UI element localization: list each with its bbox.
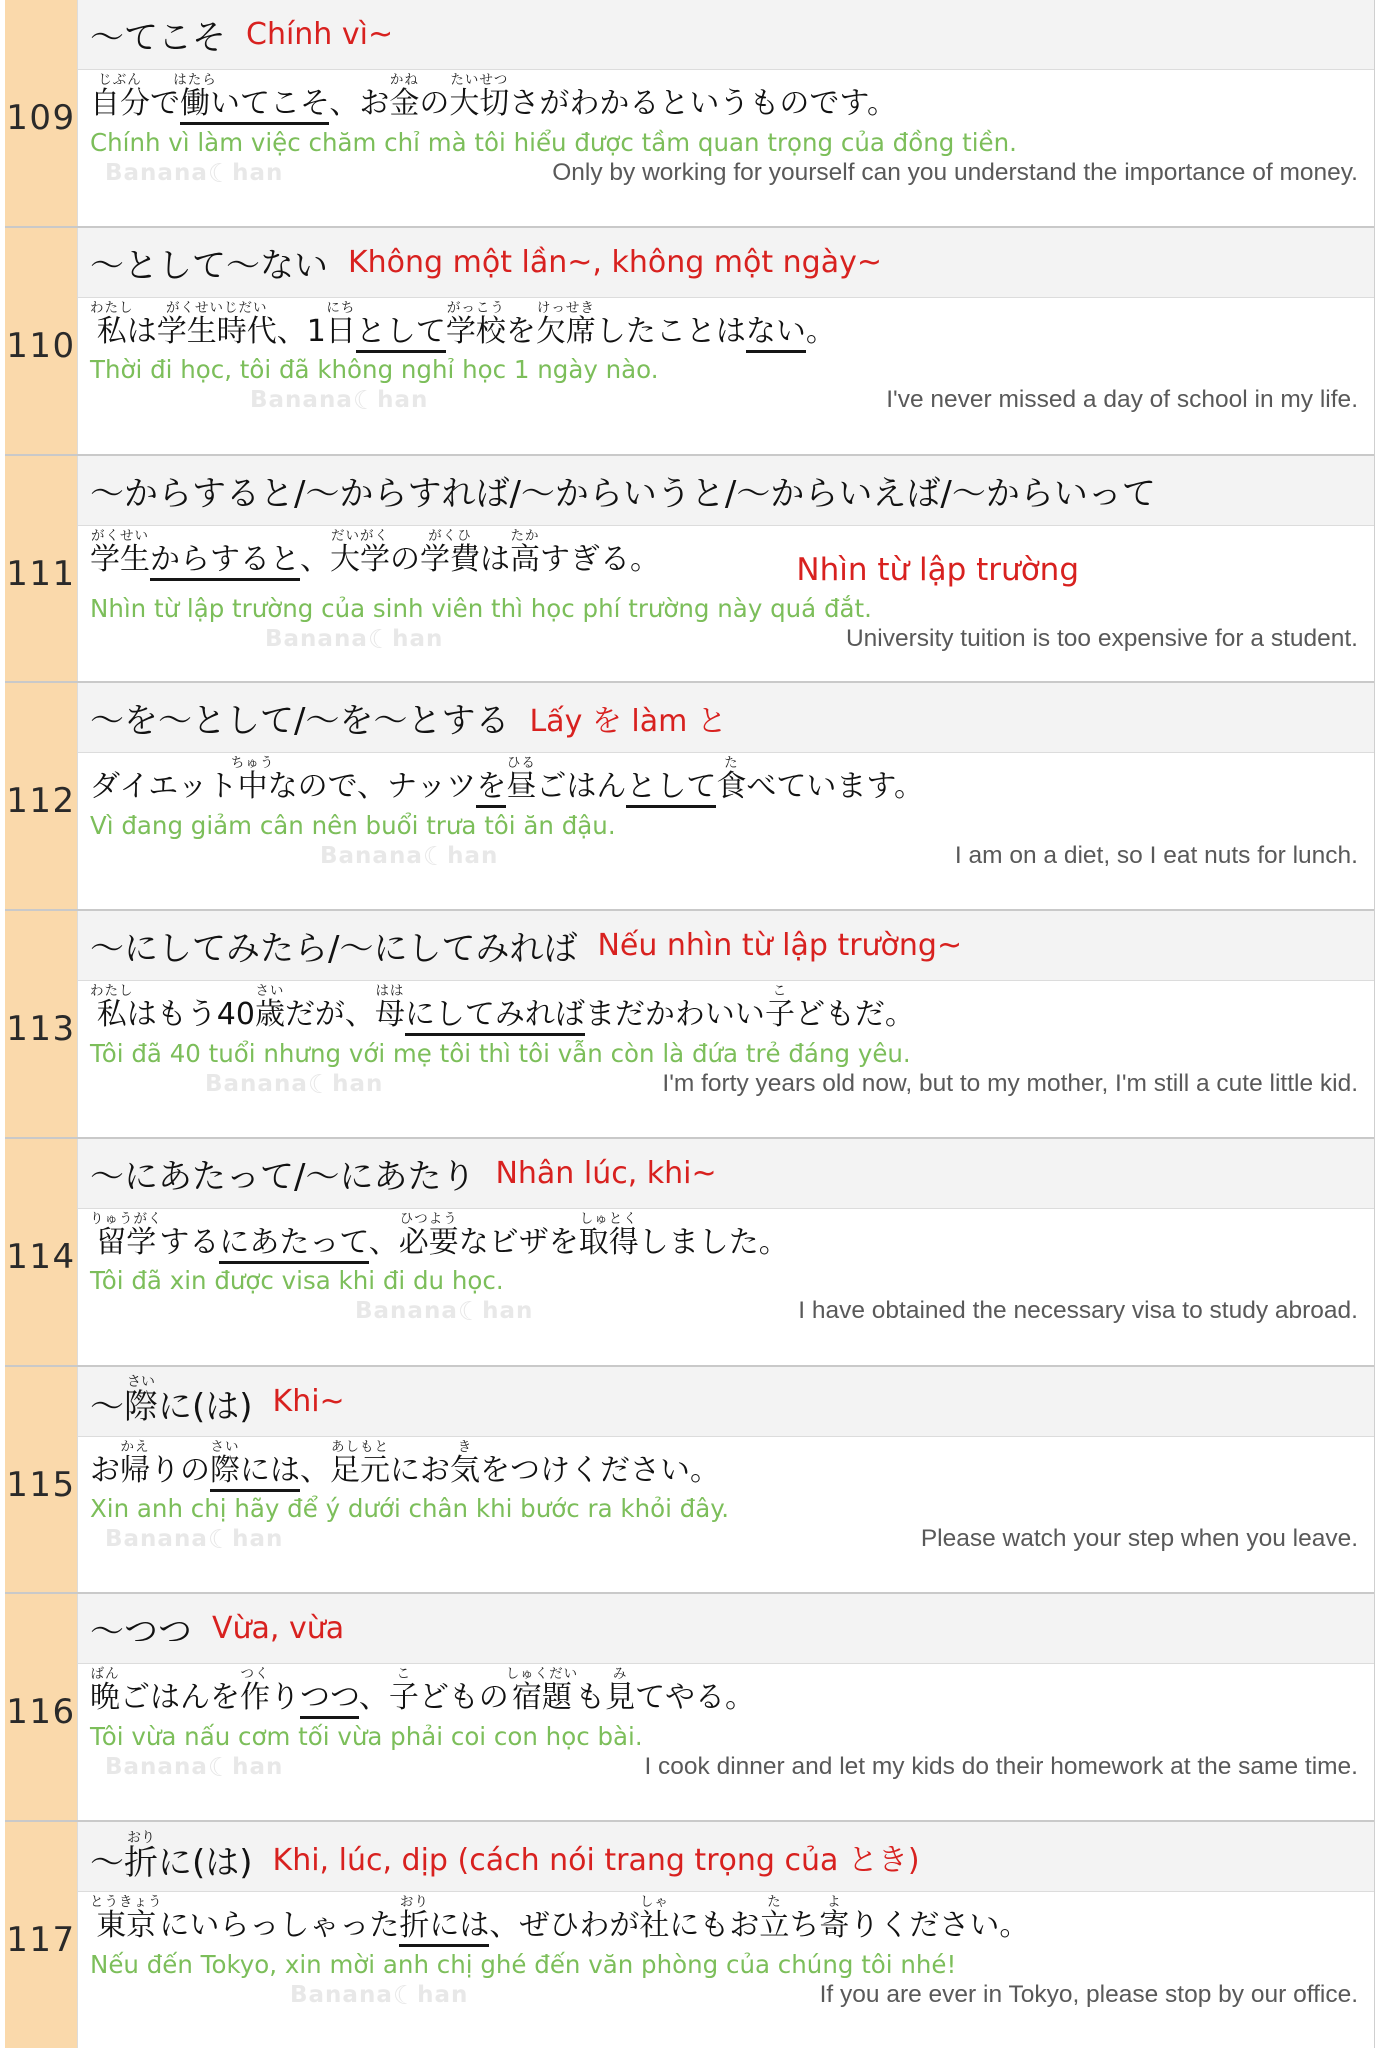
text-segment: つつ: [300, 1680, 359, 1716]
text-segment: は: [126, 313, 157, 349]
text-segment: の: [419, 86, 450, 121]
watermark-text: Banana: [290, 1981, 393, 2008]
ruby-segment: 際さい: [124, 1374, 158, 1428]
underlined-grammar-point: [626, 769, 716, 808]
translation-vietnamese: Vì đang giảm cân nên buổi trưa tôi ăn đậu.: [90, 810, 616, 840]
ruby-segment: 寄よ: [819, 1894, 850, 1944]
crescent-moon-icon: ☾: [457, 1297, 483, 1328]
entry-number-cell: [5, 456, 78, 682]
text-segment: 、: [489, 1908, 520, 1944]
text-segment: ち: [789, 1908, 820, 1944]
watermark-logo: [355, 1297, 533, 1327]
grammar-entry: [5, 1139, 1374, 1367]
underlined-grammar-point: [356, 314, 446, 353]
underlined-grammar-point: [300, 1680, 359, 1719]
entry-body-row: [78, 70, 1374, 226]
text-segment: ～: [90, 1387, 124, 1428]
text-segment: ～を～として/～を～とする: [90, 701, 510, 742]
text-segment: の: [390, 541, 420, 577]
grammar-entry: [5, 911, 1374, 1139]
ruby-segment: 大学だいがく: [330, 527, 390, 577]
entry-header-row: [78, 1139, 1374, 1209]
text-segment: りください。: [849, 1908, 1030, 1944]
ruby-segment: 作つく: [240, 1666, 270, 1716]
grammar-entry: [5, 1822, 1374, 2048]
watermark-text: han: [232, 159, 284, 186]
underlined-grammar-point: [219, 1225, 368, 1264]
ruby-segment: 学生がくせい: [90, 527, 150, 577]
crescent-moon-icon: ☾: [207, 1525, 233, 1556]
text-segment: いてこそ: [210, 86, 330, 121]
crescent-moon-icon: ☾: [367, 624, 393, 655]
text-segment: さがわかるというものです。: [509, 86, 898, 121]
entry-body-row: [78, 1892, 1374, 2048]
text-segment: ダイエット: [90, 769, 238, 805]
text-segment: 、お: [329, 86, 390, 121]
watermark-logo: [290, 1981, 468, 2011]
entry-number: 116: [6, 1692, 76, 1733]
ruby-segment: 大切たいせつ: [449, 72, 510, 121]
crescent-moon-icon: ☾: [392, 1980, 418, 2011]
text-segment: 、: [300, 1452, 330, 1488]
text-segment: で: [150, 86, 180, 121]
sentence-row: [90, 528, 1374, 588]
ruby-segment: 社しゃ: [639, 1894, 670, 1944]
entry-body-row: [78, 1437, 1374, 1593]
watermark-logo: [105, 159, 283, 189]
text-segment: りの: [150, 1452, 210, 1488]
translation-vietnamese: Tôi đã xin được visa khi đi du học.: [90, 1266, 504, 1296]
english-row: [90, 625, 1374, 655]
text-segment: として: [626, 769, 717, 805]
text-segment: お: [90, 1452, 120, 1488]
meaning-vietnamese: Vừa, vừa: [212, 1611, 345, 1647]
entry-header-row: [78, 0, 1374, 70]
text-segment: どもだ。: [794, 997, 915, 1033]
meaning-vietnamese: Không một lần~, không một ngày~: [348, 244, 882, 280]
text-segment: には: [429, 1908, 490, 1944]
translation-english: Only by working for yourself can you understand the importance of money.: [552, 158, 1358, 186]
watermark-text: han: [232, 1753, 284, 1780]
entry-header-row: [78, 1822, 1374, 1892]
sentence-row: [90, 300, 1374, 350]
text-segment: にいらっしゃった: [159, 1908, 400, 1944]
crescent-moon-icon: ☾: [207, 158, 233, 189]
watermark-text: Banana: [320, 842, 423, 869]
underlined-grammar-point: [746, 314, 806, 353]
underlined-grammar-point: [210, 86, 329, 125]
text-segment: ～にあたって/～にあたり: [90, 1156, 476, 1197]
ruby-segment: 母はは: [374, 983, 405, 1033]
watermark-logo: [320, 842, 498, 872]
watermark-text: han: [392, 625, 444, 652]
text-segment: すぎる。: [540, 541, 660, 577]
translation-english: I'm forty years old now, but to my mother, I'm still a cute little kid.: [662, 1069, 1358, 1097]
translation-english: I cook dinner and let my kids do their homework at the same time.: [644, 1752, 1358, 1780]
text-segment: からすると: [150, 541, 300, 577]
watermark-text: Banana: [355, 1298, 458, 1325]
meaning-vietnamese: Khi, lúc, dịp (cách nói trang trọng của とき): [272, 1842, 920, 1878]
ruby-segment: 高たか: [510, 527, 540, 577]
ruby-segment: 自分じぶん: [90, 72, 150, 121]
grammar-entry: [5, 456, 1374, 684]
text-segment: に(は): [158, 1387, 253, 1428]
watermark-text: Banana: [105, 1753, 208, 1780]
example-sentence-japanese: [90, 528, 660, 578]
grammar-pattern: [90, 693, 509, 742]
text-segment: どもの: [418, 1680, 509, 1716]
ruby-segment: 子こ: [388, 1666, 419, 1716]
translation-english: I am on a diet, so I eat nuts for lunch.: [954, 841, 1358, 869]
entry-body-row: [78, 298, 1374, 454]
entry-number: 115: [6, 1464, 76, 1505]
text-segment: を: [476, 769, 507, 805]
grammar-pattern: [90, 921, 577, 970]
entry-number: 111: [6, 553, 76, 594]
ruby-segment: 東京とうきょう: [90, 1894, 163, 1944]
example-sentence-japanese: [90, 1211, 789, 1261]
text-segment: ～: [90, 1842, 124, 1883]
underlined-grammar-point: [476, 769, 506, 808]
text-segment: にしてみれば: [404, 997, 585, 1033]
grammar-entry: [5, 1367, 1374, 1595]
text-segment: ごはんを: [120, 1680, 240, 1716]
grammar-pattern: [90, 238, 328, 287]
ruby-segment: 働はたら: [173, 72, 217, 121]
translation-english: I've never missed a day of school in my life.: [886, 386, 1358, 414]
example-sentence-japanese: [90, 72, 897, 122]
text-segment: にもお: [669, 1908, 760, 1944]
entry-header-row: [78, 228, 1374, 298]
crescent-moon-icon: ☾: [422, 841, 448, 872]
text-segment: には: [240, 1452, 300, 1488]
ruby-segment: 宿題しゅくだい: [505, 1666, 579, 1716]
english-row: [90, 1753, 1374, 1783]
entry-number-cell: [5, 683, 78, 909]
example-sentence-japanese: [90, 983, 915, 1033]
entry-content: [78, 228, 1374, 454]
underlined-grammar-point: [173, 72, 217, 125]
crescent-moon-icon: ☾: [352, 386, 378, 417]
text-segment: にあたって: [219, 1224, 369, 1260]
ruby-segment: 気き: [450, 1438, 480, 1488]
sentence-row: [90, 72, 1374, 122]
english-row: [90, 1297, 1374, 1327]
underlined-grammar-point: [210, 1438, 240, 1492]
entry-content: [78, 456, 1374, 682]
english-row: [90, 386, 1374, 416]
grammar-pattern: [90, 1830, 253, 1884]
watermark-text: han: [482, 1298, 534, 1325]
entry-body-row: [78, 1209, 1374, 1365]
entry-content: [78, 1367, 1374, 1593]
entry-content: [78, 1822, 1374, 2048]
entry-content: [78, 1139, 1374, 1365]
underlined-grammar-point: [399, 1894, 430, 1947]
ruby-segment: 立た: [759, 1894, 790, 1944]
translation-vietnamese: Nếu đến Tokyo, xin mời anh chị ghé đến văn phòng của chúng tôi nhé!: [90, 1949, 957, 1979]
grammar-pattern: [90, 466, 1156, 515]
translation-english: Please watch your step when you leave.: [920, 1525, 1358, 1553]
meaning-vietnamese: Lấy を làm と: [529, 703, 727, 739]
entry-number: 112: [6, 781, 76, 822]
meaning-vietnamese: Nếu nhìn từ lập trường~: [597, 928, 963, 964]
ruby-segment: 食た: [716, 755, 747, 805]
text-segment: ～として～ない: [90, 245, 328, 286]
sentence-row: [90, 1894, 1374, 1944]
ruby-segment: 折おり: [124, 1829, 158, 1883]
text-segment: はもう40: [126, 997, 255, 1033]
text-segment: だが、: [284, 997, 375, 1033]
translation-english: If you are ever in Tokyo, please stop by our office.: [819, 1980, 1358, 2008]
english-row: [90, 159, 1374, 189]
translation-vietnamese: Chính vì làm việc chăm chỉ mà tôi hiểu được tầm quan trọng của đồng tiền.: [90, 127, 1017, 157]
entry-header-row: [78, 1594, 1374, 1664]
ruby-segment: 学生時代がくせいじだい: [156, 299, 277, 349]
entry-number-cell: [5, 911, 78, 1137]
ruby-segment: 足元あしもと: [330, 1438, 390, 1488]
translation-english: University tuition is too expensive for a student.: [845, 624, 1358, 652]
text-segment: は: [480, 541, 510, 577]
sentence-row: [90, 1439, 1374, 1489]
translation-vietnamese: Tôi đã 40 tuổi nhưng với mẹ tôi thì tôi vẫn còn là đứa trẻ đáng yêu.: [90, 1038, 911, 1068]
text-segment: り: [270, 1680, 300, 1716]
ruby-segment: 学校がっこう: [445, 299, 506, 349]
meaning-vietnamese: Khi~: [272, 1383, 345, 1419]
text-segment: する: [159, 1224, 220, 1260]
crescent-moon-icon: ☾: [307, 1069, 333, 1100]
example-sentence-japanese: [90, 1439, 720, 1489]
ruby-segment: 留学りゅうがく: [90, 1210, 163, 1260]
grammar-entry: [5, 683, 1374, 911]
text-segment: 。: [805, 313, 836, 349]
text-segment: したことは: [595, 313, 746, 349]
entry-content: [78, 911, 1374, 1137]
translation-vietnamese: Thời đi học, tôi đã không nghỉ học 1 ngày nào.: [90, 355, 659, 385]
watermark-text: Banana: [205, 1070, 308, 1097]
underlined-grammar-point: [240, 1453, 300, 1492]
entry-number: 109: [6, 98, 76, 138]
ruby-segment: 取得しゅとく: [578, 1210, 639, 1260]
ruby-segment: 中ちゅう: [230, 755, 275, 805]
example-sentence-japanese: [90, 1894, 1029, 1944]
ruby-segment: 私わたし: [90, 299, 134, 349]
sentence-row: [90, 983, 1374, 1033]
grammar-table: [5, 0, 1375, 2048]
text-segment: 、: [358, 1680, 389, 1716]
text-segment: にお: [390, 1452, 450, 1488]
entry-content: [78, 683, 1374, 909]
entry-number: 110: [6, 325, 76, 366]
ruby-segment: 必要ひつよう: [398, 1210, 459, 1260]
sentence-row: [90, 1211, 1374, 1261]
example-sentence-japanese: [90, 755, 924, 805]
text-segment: ～からすると/～からすれば/～からいうと/～からいえば/～からいって: [90, 473, 1156, 514]
watermark-text: han: [417, 1981, 469, 2008]
entry-number-cell: [5, 1594, 78, 1820]
watermark-text: han: [377, 387, 429, 414]
entry-number-cell: [5, 1367, 78, 1593]
ruby-segment: 子こ: [764, 983, 795, 1033]
text-segment: ～てこそ: [90, 18, 226, 58]
entry-content: [78, 1594, 1374, 1820]
text-segment: として: [355, 313, 446, 349]
ruby-segment: 日にち: [325, 299, 356, 349]
ruby-segment: 昼ひる: [506, 755, 537, 805]
entry-body-row: [78, 981, 1374, 1137]
entry-header-row: [78, 1367, 1374, 1437]
meaning-vietnamese: Nhân lúc, khi~: [495, 1155, 717, 1191]
watermark-text: han: [232, 1526, 284, 1553]
translation-english: I have obtained the necessary visa to study abroad.: [798, 1297, 1358, 1325]
entry-number-cell: [5, 1139, 78, 1365]
text-segment: 、: [368, 1224, 399, 1260]
watermark-text: han: [332, 1070, 384, 1097]
underlined-grammar-point: [405, 997, 585, 1036]
grammar-pattern: [90, 1149, 475, 1198]
text-segment: ごはん: [536, 769, 627, 805]
sentence-row: [90, 755, 1374, 805]
meaning-vietnamese: Nhìn từ lập trường: [796, 551, 1079, 588]
text-segment: を: [505, 313, 536, 349]
example-sentence-japanese: [90, 1666, 755, 1716]
grammar-pattern: [90, 1604, 192, 1653]
entry-number-cell: [5, 0, 78, 226]
watermark-text: Banana: [105, 1526, 208, 1553]
entry-header-row: [78, 456, 1374, 526]
translation-vietnamese: Nhìn từ lập trường của sinh viên thì học phí trường này quá đắt.: [90, 593, 872, 623]
text-segment: べています。: [746, 769, 925, 805]
ruby-segment: 際さい: [210, 1438, 240, 1488]
text-segment: てやる。: [635, 1680, 756, 1716]
translation-vietnamese: Tôi vừa nấu cơm tối vừa phải coi con học bài.: [90, 1721, 643, 1751]
entry-header-row: [78, 911, 1374, 981]
ruby-segment: 私わたし: [90, 983, 134, 1033]
text-segment: なビザを: [458, 1224, 579, 1260]
entry-number-cell: [5, 1822, 78, 2048]
translation-vietnamese: Xin anh chị hãy để ý dưới chân khi bước ra khỏi đây.: [90, 1494, 730, 1524]
underlined-grammar-point: [429, 1908, 489, 1947]
entry-number: 117: [6, 1920, 76, 1961]
text-segment: ～つつ: [90, 1612, 192, 1653]
grammar-entry: [5, 0, 1374, 228]
text-segment: まだかわいい: [584, 997, 765, 1033]
text-segment: ぜひわが: [519, 1908, 640, 1944]
entry-body-row: [78, 753, 1374, 909]
entry-number: 114: [6, 1236, 76, 1277]
ruby-segment: 歳さい: [254, 983, 285, 1033]
watermark-logo: [205, 1070, 383, 1100]
text-segment: に(は): [158, 1842, 253, 1883]
text-segment: ない: [745, 313, 806, 349]
text-segment: ～にしてみたら/～にしてみれば: [90, 929, 578, 970]
grammar-entry: [5, 228, 1374, 456]
entry-content: [78, 0, 1374, 226]
example-sentence-japanese: [90, 300, 836, 350]
grammar-pattern: [90, 1374, 253, 1428]
entry-number-cell: [5, 228, 78, 454]
underlined-grammar-point: [150, 542, 300, 581]
ruby-segment: 金かね: [389, 72, 420, 121]
text-segment: も: [575, 1680, 606, 1716]
entry-header-row: [78, 683, 1374, 753]
ruby-segment: 欠席けっせき: [535, 299, 596, 349]
sentence-row: [90, 1666, 1374, 1716]
text-segment: なので、ナッツ: [267, 769, 477, 805]
grammar-pattern: [90, 10, 226, 59]
watermark-logo: [105, 1753, 283, 1783]
text-segment: をつけください。: [480, 1452, 720, 1488]
entry-body-row: [78, 526, 1374, 682]
ruby-segment: 折おり: [399, 1894, 430, 1944]
ruby-segment: 見み: [605, 1666, 636, 1716]
watermark-logo: [105, 1525, 283, 1555]
entry-number: 113: [6, 1009, 76, 1050]
ruby-segment: 学費がくひ: [420, 527, 480, 577]
ruby-segment: 帰かえ: [120, 1438, 150, 1488]
crescent-moon-icon: ☾: [207, 1752, 233, 1783]
watermark-text: Banana: [265, 625, 368, 652]
text-segment: 、: [300, 541, 330, 577]
watermark-text: Banana: [250, 387, 353, 414]
english-row: [90, 842, 1374, 872]
english-row: [90, 1981, 1374, 2011]
english-row: [90, 1525, 1374, 1555]
entry-body-row: [78, 1664, 1374, 1820]
ruby-segment: 晩ばん: [90, 1666, 120, 1716]
watermark-logo: [250, 386, 428, 416]
meaning-vietnamese: Chính vì~: [246, 17, 394, 52]
watermark-logo: [265, 625, 443, 655]
watermark-text: Banana: [105, 159, 208, 186]
text-segment: しました。: [638, 1224, 789, 1260]
text-segment: 、1: [276, 313, 326, 349]
watermark-text: han: [447, 842, 499, 869]
english-row: [90, 1070, 1374, 1100]
grammar-entry: [5, 1594, 1374, 1822]
